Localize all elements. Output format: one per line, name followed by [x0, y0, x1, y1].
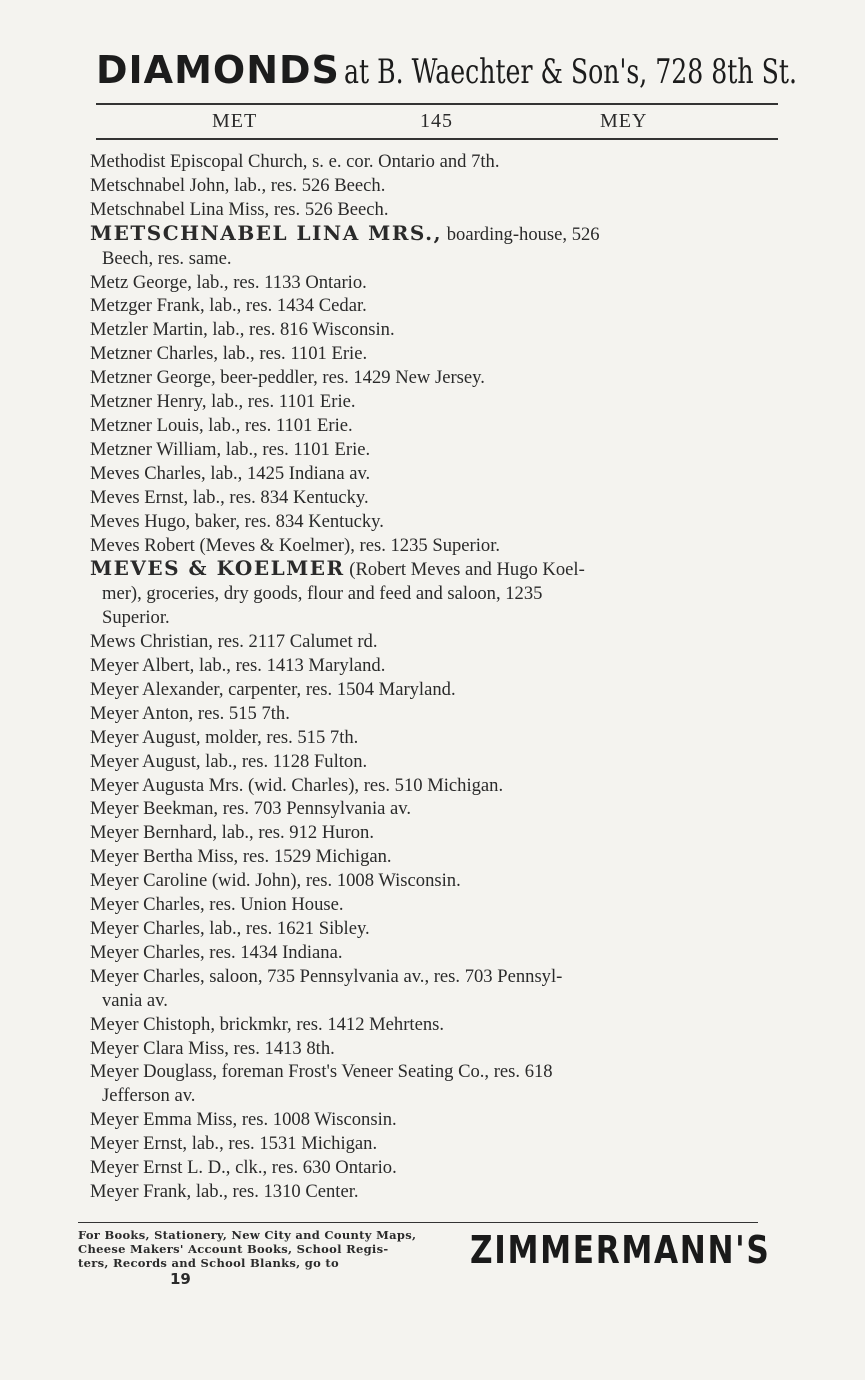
- entry-text: Metzner George, beer-peddler, res. 1429 New Jersey.: [90, 367, 485, 389]
- ad-line: Cheese Makers' Account Books, School Regis-: [78, 1242, 389, 1256]
- directory-entry: [80, 750, 770, 774]
- entry-text: Metz George, lab., res. 1133 Ontario.: [90, 271, 367, 293]
- entry-text: Meyer Alexander, carpenter, res. 1504 Maryland.: [90, 678, 456, 700]
- directory-entry: [80, 702, 770, 726]
- entry-text: Meyer Albert, lab., res. 1413 Maryland.: [90, 655, 386, 677]
- directory-entry: [80, 342, 770, 366]
- entry-text: Meyer Ernst L. D., clk., res. 630 Ontario.: [90, 1157, 397, 1179]
- directory-entry: [80, 630, 770, 654]
- directory-entry: [80, 917, 770, 941]
- directory-entry: [80, 797, 770, 821]
- directory-entry: [80, 1156, 770, 1180]
- entry-text: Meyer Clara Miss, res. 1413 8th.: [90, 1037, 335, 1059]
- directory-entry: [80, 462, 770, 486]
- entry-text: Metzger Frank, lab., res. 1434 Cedar.: [90, 295, 367, 317]
- entry-continuation: Jefferson av.: [102, 1085, 196, 1107]
- entry-text: Meyer Bertha Miss, res. 1529 Michigan.: [90, 846, 392, 868]
- directory-entry: [80, 390, 770, 414]
- entry-text: Meves Hugo, baker, res. 834 Kentucky.: [90, 510, 384, 532]
- top-advertisement: [96, 48, 797, 100]
- directory-entry: [80, 1060, 770, 1108]
- entry-text: Metzler Martin, lab., res. 816 Wisconsin.: [90, 319, 395, 341]
- entry-bold-name: METSCHNABEL LINA MRS.,: [90, 220, 443, 245]
- directory-entry: [80, 1037, 770, 1061]
- directory-entry: [80, 271, 770, 295]
- directory-entry: [80, 845, 770, 869]
- directory-entry: [80, 438, 770, 462]
- entry-text: Metzner William, lab., res. 1101 Erie.: [90, 438, 371, 460]
- guide-word-right: MEY: [600, 110, 648, 132]
- entry-text: Metzner Louis, lab., res. 1101 Erie.: [90, 414, 353, 436]
- entry-text: (Robert Meves and Hugo Koel-: [344, 559, 585, 581]
- entry-text: Metzner Charles, lab., res. 1101 Erie.: [90, 343, 368, 365]
- entry-continuation: Beech, res. same.: [102, 247, 232, 269]
- footer-rule: [78, 1222, 758, 1223]
- entry-text: Methodist Episcopal Church, s. e. cor. Ontario and 7th.: [90, 151, 500, 172]
- entry-bold-name: MEVES & KOELMER: [90, 556, 345, 581]
- entry-text: Metschnabel John, lab., res. 526 Beech.: [90, 174, 386, 196]
- directory-entry: [80, 557, 770, 630]
- page-number: 145: [420, 110, 453, 132]
- entry-text: Mews Christian, res. 2117 Calumet rd.: [90, 631, 378, 653]
- directory-entry: [80, 174, 770, 198]
- ad-line: For Books, Stationery, New City and County Maps,: [78, 1228, 417, 1242]
- entry-text: Meyer Anton, res. 515 7th.: [90, 702, 290, 724]
- directory-entry: [80, 486, 770, 510]
- directory-entry: [80, 774, 770, 798]
- directory-entry: [80, 965, 770, 1013]
- ad-headline: DIAMONDS: [96, 48, 340, 92]
- directory-entry: [80, 1108, 770, 1132]
- running-head: [96, 108, 778, 136]
- directory-entry: [80, 150, 770, 174]
- directory-entry: [80, 318, 770, 342]
- entry-text: Meyer Charles, lab., res. 1621 Sibley.: [90, 918, 370, 939]
- ad-line: ters, Records and School Blanks, go to: [78, 1256, 339, 1270]
- entry-text: Metschnabel Lina Miss, res. 526 Beech.: [90, 198, 389, 220]
- entry-continuation: mer), groceries, dry goods, flour and feed and saloon, 1235: [102, 583, 543, 605]
- ad-tagline: at B. Waechter & Son's, 728 8th St.: [343, 52, 797, 92]
- header-rule-bottom: [96, 138, 778, 140]
- entry-text: Meyer Beekman, res. 703 Pennsylvania av.: [90, 798, 411, 820]
- entry-continuation: Superior.: [102, 607, 170, 629]
- entry-text: Meyer Emma Miss, res. 1008 Wisconsin.: [90, 1109, 397, 1131]
- directory-entry: [80, 726, 770, 750]
- entry-text: Meyer Charles, saloon, 735 Pennsylvania av., res. 703 Pennsyl-: [90, 965, 563, 987]
- bottom-advertisement: [78, 1228, 468, 1270]
- entry-text: Meyer Bernhard, lab., res. 912 Huron.: [90, 822, 374, 844]
- directory-entry: [80, 198, 770, 222]
- entry-text: Meyer Douglass, foreman Frost's Veneer Seating Co., res. 618: [90, 1061, 553, 1083]
- directory-entry: [80, 869, 770, 893]
- directory-entry: [80, 414, 770, 438]
- entry-text: Metzner Henry, lab., res. 1101 Erie.: [90, 391, 356, 413]
- entry-text: Meyer Charles, res. Union House.: [90, 894, 344, 916]
- directory-entry: [80, 821, 770, 845]
- directory-entry: [80, 1180, 770, 1204]
- directory-entry: [80, 366, 770, 390]
- directory-entry: [80, 534, 770, 558]
- directory-entry: [80, 294, 770, 318]
- entry-text: Meyer Charles, res. 1434 Indiana.: [90, 941, 343, 963]
- entry-text: Meyer August, lab., res. 1128 Fulton.: [90, 750, 368, 772]
- directory-entry: [80, 893, 770, 917]
- entry-text: Meyer Caroline (wid. John), res. 1008 Wisconsin.: [90, 870, 461, 892]
- directory-entries: [80, 150, 770, 1204]
- directory-entry: [80, 510, 770, 534]
- directory-entry: [80, 654, 770, 678]
- entry-text: Meyer Ernst, lab., res. 1531 Michigan.: [90, 1133, 378, 1155]
- directory-entry: [80, 222, 770, 271]
- entry-text: Meyer Frank, lab., res. 1310 Center.: [90, 1180, 359, 1202]
- entry-text: Meves Robert (Meves & Koelmer), res. 1235 Superior.: [90, 534, 501, 556]
- header-rule-top: [96, 103, 778, 105]
- ad-brand-name: ZIMMERMANN'S: [470, 1228, 771, 1272]
- entry-text: Meyer August, molder, res. 515 7th.: [90, 726, 359, 748]
- directory-entry: [80, 1132, 770, 1156]
- entry-text: Meyer Chistoph, brickmkr, res. 1412 Mehrtens.: [90, 1013, 445, 1035]
- entry-text: Meyer Augusta Mrs. (wid. Charles), res. 510 Michigan.: [90, 774, 504, 796]
- entry-text: boarding-house, 526: [442, 223, 600, 245]
- signature-mark: 19: [170, 1270, 191, 1288]
- guide-word-left: MET: [212, 110, 258, 132]
- entry-text: Meves Ernst, lab., res. 834 Kentucky.: [90, 486, 369, 508]
- entry-text: Meves Charles, lab., 1425 Indiana av.: [90, 462, 371, 484]
- directory-entry: [80, 1013, 770, 1037]
- entry-continuation: vania av.: [102, 989, 168, 1011]
- directory-entry: [80, 678, 770, 702]
- directory-entry: [80, 941, 770, 965]
